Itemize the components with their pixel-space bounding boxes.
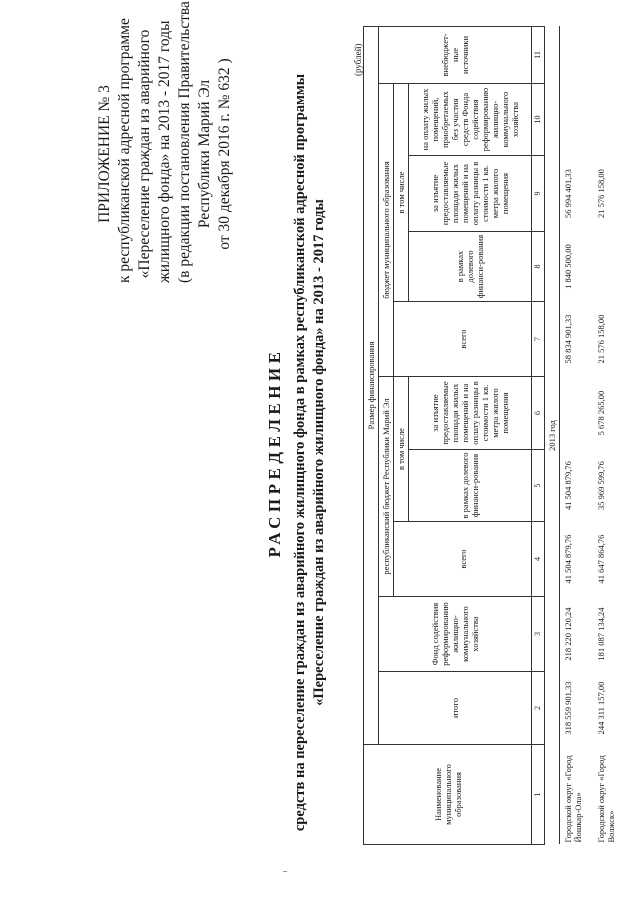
appendix-line: ПРИЛОЖЕНИЕ № 3 — [96, 85, 113, 223]
appendix-line: (в редакции постановления Правительства — [176, 1, 193, 283]
column-number: 4 — [532, 522, 545, 597]
cell-municipality: Городской округ «Город Волжск» — [596, 755, 616, 843]
appendix-line: от 30 декабря 2016 г. № 632 ) — [216, 58, 233, 250]
cell-municipal-extra: 21 576 158,00 — [596, 169, 606, 218]
column-number-row — [532, 26, 545, 844]
cell-municipality: Городской округ «Город Йошкар-Ола» — [563, 755, 583, 843]
year-row — [545, 26, 560, 844]
cell-extrabudget — [560, 26, 594, 83]
column-number: 6 — [532, 377, 545, 450]
column-number: 2 — [532, 672, 545, 745]
cell-republic-total: 41 647 864,76 — [596, 534, 606, 584]
header-municipal-extra: за изъятие предоставляемые площади жилых помещений и на оплату разницы в стоимости 1 кв. метра жилого помещения — [409, 156, 532, 232]
cell-extrabudget — [593, 26, 626, 83]
units-label: (рублей) — [353, 43, 363, 76]
cell-republic-share: 41 504 879,76 — [563, 461, 573, 510]
header-municipal-purchase: на оплату жилых помещений, приобретаемых без участия средств Фонда содействия реформированию жилищно-коммунального хозяйства — [409, 84, 532, 156]
title-block — [265, 0, 329, 905]
appendix-line: «Переселение граждан из аварийного — [136, 29, 153, 279]
cell-total: 244 311 157,00 — [596, 681, 606, 735]
header-republic-including: в том числе — [394, 377, 409, 522]
header-municipal-share: в рамках долевого финанси-рования — [409, 232, 532, 302]
column-number: 1 — [532, 745, 545, 845]
table-row — [593, 26, 626, 844]
document-title: РАСПРЕДЕЛЕНИЕ — [265, 347, 284, 558]
column-number: 3 — [532, 597, 545, 672]
table-row — [560, 26, 594, 844]
cell-municipal-purchase — [593, 84, 626, 156]
year-label: 2013 год — [545, 26, 560, 844]
appendix-heading — [95, 1, 235, 283]
cell-municipal-share: 1 840 500,00 — [563, 244, 573, 289]
header-municipal-total: всего — [394, 302, 532, 377]
cell-republic-share: 35 969 599,76 — [596, 461, 606, 510]
column-number: 8 — [532, 232, 545, 302]
cell-municipal-total: 21 576 158,00 — [596, 314, 606, 364]
header-row — [364, 26, 379, 844]
appendix-line: Республики Марий Эл — [196, 79, 213, 229]
header-municipal-including: в том числе — [394, 84, 409, 302]
header-republic-total: всего — [394, 522, 532, 597]
column-number: 11 — [532, 26, 545, 83]
header-republic-budget: республиканский бюджет Республики Марий Эл — [379, 377, 394, 597]
header-extrabudget: внебюджет-ные источники — [379, 26, 532, 83]
column-number: 10 — [532, 84, 545, 156]
cell-fund: 218 220 120,24 — [563, 607, 573, 661]
cell-republic-extra: 5 678 265,00 — [596, 390, 606, 436]
cell-municipal-share — [593, 232, 626, 302]
header-republic-share: в рамках долевого финанси-рования — [409, 450, 532, 522]
appendix-line: жилищного фонда» на 2013 - 2017 годы — [156, 20, 173, 283]
cell-municipal-total: 58 834 901,33 — [563, 314, 573, 364]
cell-total: 318 559 901,33 — [563, 681, 573, 735]
document-subtitle-line: средств на переселение граждан из аварийного жилищного фонда в рамках республиканской адресной программы — [292, 73, 308, 832]
document-subtitle-line: «Переселение граждан из аварийного жилищного фонда» на 2013 - 2017 годы — [311, 199, 327, 706]
header-republic-extra: за изъятие предоставляемые площади жилых помещений и на оплату разницы в стоимости 1 кв. метра жилого помещения — [409, 377, 532, 450]
cell-republic-extra — [560, 377, 594, 450]
header-fund: Фонд содействия реформированию жилищно-коммунального хозяйства — [379, 597, 532, 672]
cell-republic-total: 41 504 879,76 — [563, 534, 573, 584]
appendix-line: к республиканской адресной программе — [116, 18, 133, 283]
column-number: 9 — [532, 156, 545, 232]
header-municipal-budget: бюджет муниципального образования — [379, 84, 394, 377]
cell-municipal-extra: 56 994 401,33 — [563, 169, 573, 218]
cell-municipal-purchase — [560, 84, 594, 156]
header-row — [379, 26, 394, 844]
column-number: 7 — [532, 302, 545, 377]
funding-table — [363, 26, 626, 845]
cell-fund: 181 087 134,24 — [596, 607, 606, 661]
column-number: 5 — [532, 450, 545, 522]
header-total: итого — [379, 672, 532, 745]
header-financing: Размер финансирования — [364, 26, 379, 744]
header-municipality: Наименование муниципального образования — [364, 745, 532, 845]
